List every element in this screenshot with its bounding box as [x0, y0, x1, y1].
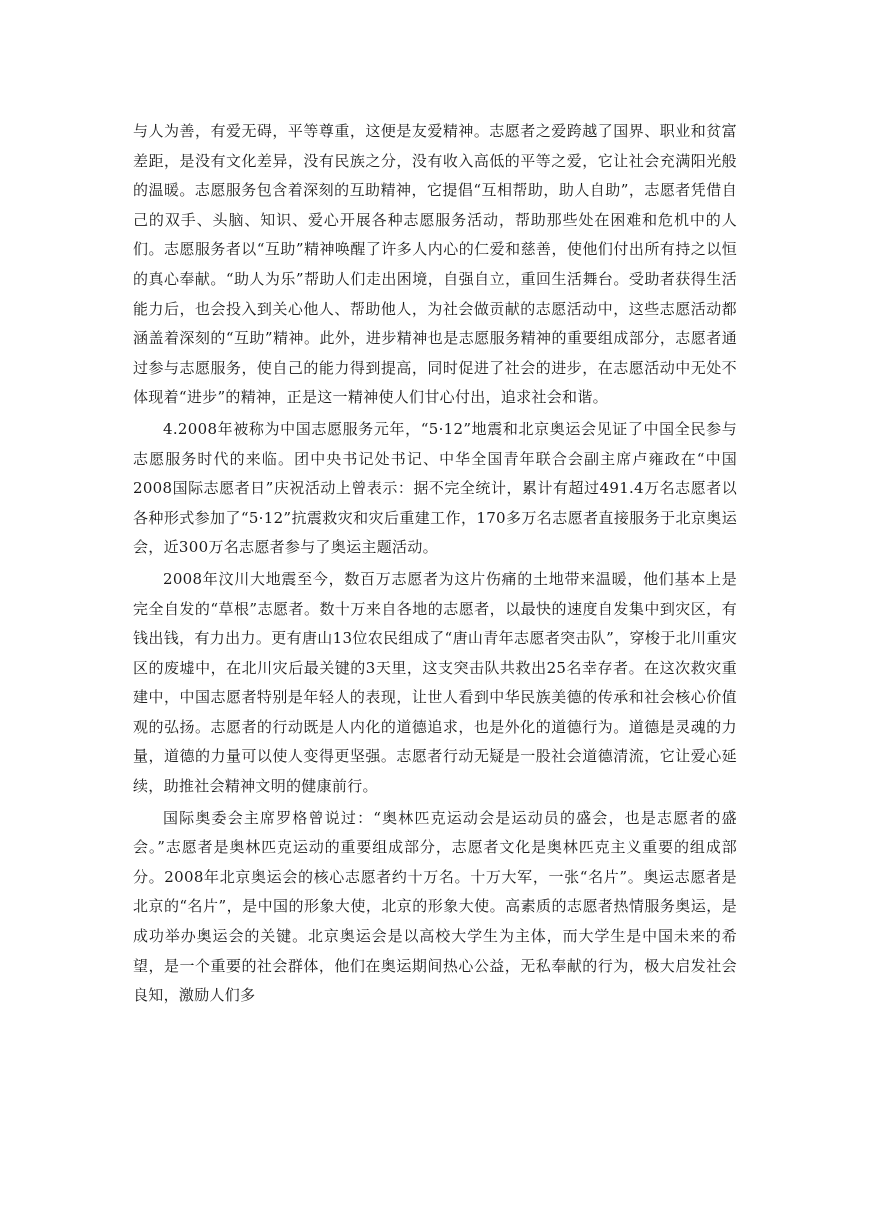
paragraph-friendship-mutual-aid: 与人为善，有爱无碍，平等尊重，这便是友爱精神。志愿者之爱跨越了国界、职业和贫富差距，是没有文化差异，没有民族之分，没有收入高低的平等之爱，它让社会充满阳光般的温暖。志愿服务包含着深刻的互助精神，它提倡“互相帮助，助人自助”，志愿者凭借自己的双手、头脑、知识、爱心开展各种志愿服务活动，帮助那些处在困难和危机中的人们。志愿服务者以“互助”精神唤醒了许多人内心的仁爱和慈善，使他们付出所有持之以恒的真心奉献。“助人为乐”帮助人们走出困境，自强自立，重回生活舞台。受助者获得生活能力后，也会投入到关心他人、帮助他人，为社会做贡献的志愿活动中，这些志愿活动都涵盖着深刻的“互助”精神。此外，进步精神也是志愿服务精神的重要组成部分，志愿者通过参与志愿服务，使自己的能力得到提高，同时促进了社会的进步，在志愿活动中无处不体现着“进步”的精神，正是这一精神使人们甘心付出，追求社会和谐。	[133, 122, 737, 407]
document-body	[133, 117, 737, 1011]
paragraph-olympic-volunteers: 国际奥委会主席罗格曾说过：“奥林匹克运动会是运动员的盛会，也是志愿者的盛会。”志愿者是奥林匹克运动的重要组成部分，志愿者文化是奥林匹克主义重要的组成部分。2008年北京奥运会的核心志愿者约十万名。十万大军，一张“名片”。奥运志愿者是北京的“名片”，是中国的形象大使，北京的形象大使。高素质的志愿者热情服务奥运，是成功举办奥运会的关键。北京奥运会是以高校大学生为主体，而大学生是中国未来的希望，是一个重要的社会群体，他们在奥运期间热心公益，无私奉献的行为，极大启发社会良知，激励人们多	[133, 808, 737, 1005]
paragraph-wenchuan-earthquake: 2008年汶川大地震至今，数百万志愿者为这片伤痛的土地带来温暖，他们基本上是完全自发的“草根”志愿者。数十万来自各地的志愿者，以最快的速度自发集中到灾区，有钱出钱，有力出力。更有唐山13位农民组成了“唐山青年志愿者突击队”，穿梭于北川重灾区的废墟中，在北川灾后最关键的3天里，这支突击队共救出25名幸存者。在这次救灾重建中，中国志愿者特别是年轻人的表现，让世人看到中华民族美德的传承和社会核心价值观的弘扬。志愿者的行动既是人内化的道德追求，也是外化的道德行为。道德是灵魂的力量，道德的力量可以使人变得更坚强。志愿者行动无疑是一股社会道德清流，它让爱心延续，助推社会精神文明的健康前行。	[133, 569, 737, 796]
paragraph-2008-volunteer-year: 4.2008年被称为中国志愿服务元年，“5·12”地震和北京奥运会见证了中国全民参与志愿服务时代的来临。团中央书记处书记、中华全国青年联合会副主席卢雍政在“中国2008国际志愿者日”庆祝活动上曾表示：据不完全统计，累计有超过491.4万名志愿者以各种形式参加了“5·12”抗震救灾和灾后重建工作，170多万名志愿者直接服务于北京奥运会，近300万名志愿者参与了奥运主题活动。	[133, 419, 737, 557]
